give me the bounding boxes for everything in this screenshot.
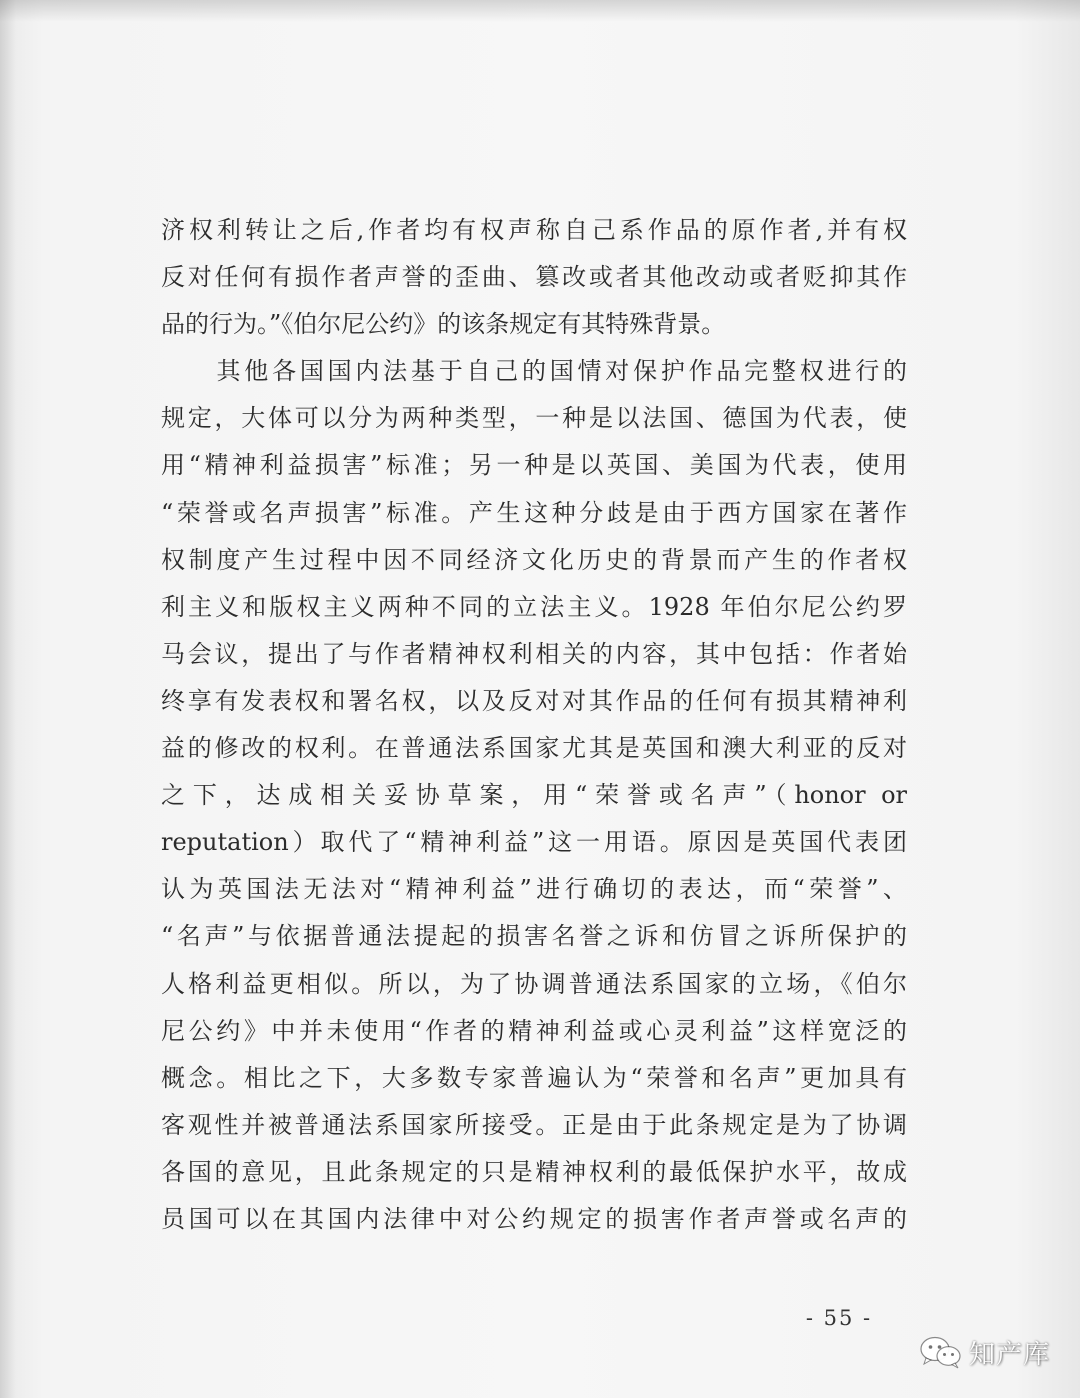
text-line: 规定，大体可以分为两种类型，一种是以法国、德国为代表，使 bbox=[161, 404, 907, 433]
text-line: 认为英国法无法对“精神利益”进行确切的表达，而“荣誉”、 bbox=[161, 875, 907, 904]
text-line: 反对任何有损作者声誉的歪曲、篡改或者其他改动或者贬抑其作 bbox=[161, 263, 907, 292]
watermark-text: 知产库 bbox=[969, 1339, 1051, 1370]
body-text bbox=[161, 207, 907, 1243]
text-line: 尼公约》中并未使用“作者的精神利益或心灵利益”这样宽泛的 bbox=[161, 1016, 907, 1045]
scan-shadow-top bbox=[0, 0, 1080, 22]
text-line: 各国的意见，且此条规定的只是精神权利的最低保护水平，故成 bbox=[161, 1157, 907, 1186]
text-line: 权制度产生过程中因不同经济文化历史的背景而产生的作者权 bbox=[161, 545, 907, 574]
text-line: 马会议，提出了与作者精神权利相关的内容，其中包括：作者始 bbox=[161, 639, 907, 668]
text-line: 终享有发表权和署名权，以及反对对其作品的任何有损其精神利 bbox=[161, 686, 907, 715]
text-line: reputation）取代了“精神利益”这一用语。原因是英国代表团 bbox=[161, 828, 907, 857]
text-line: 员国可以在其国内法律中对公约规定的损害作者声誉或名声的 bbox=[161, 1204, 907, 1233]
text-line: 人格利益更相似。所以，为了协调普通法系国家的立场，《伯尔 bbox=[161, 969, 907, 998]
text-line: 益的修改的权利。在普通法系国家尤其是英国和澳大利亚的反对 bbox=[161, 734, 907, 763]
text-line: 概念。相比之下，大多数专家普遍认为“荣誉和名声”更加具有 bbox=[161, 1063, 907, 1092]
text-line: 其他各国国内法基于自己的国情对保护作品完整权进行的 bbox=[161, 357, 907, 386]
text-line: 利主义和版权主义两种不同的立法主义。1928 年伯尔尼公约罗 bbox=[161, 592, 907, 621]
text-line: 客观性并被普通法系国家所接受。正是由于此条规定是为了协调 bbox=[161, 1110, 907, 1139]
watermark bbox=[919, 1333, 1050, 1371]
text-line: 济权利转让之后,作者均有权声称自己系作品的原作者,并有权 bbox=[161, 216, 907, 244]
page-number: - 55 - bbox=[805, 1306, 873, 1330]
text-line: “名声”与依据普通法提起的损害名誉之诉和仿冒之诉所保护的 bbox=[161, 922, 907, 951]
text-line: 品的行为。”《伯尔尼公约》的该条规定有其特殊背景。 bbox=[161, 310, 726, 339]
scan-shadow-left bbox=[0, 0, 16, 1398]
text-line: “荣誉或名声损害”标准。产生这种分歧是由于西方国家在著作 bbox=[161, 498, 907, 527]
text-line: 用“精神利益损害”标准；另一种是以英国、美国为代表，使用 bbox=[161, 451, 907, 480]
wechat-icon bbox=[919, 1335, 963, 1369]
text-line: 之下，达成相关妥协草案，用“荣誉或名声”（honor or bbox=[161, 781, 907, 810]
